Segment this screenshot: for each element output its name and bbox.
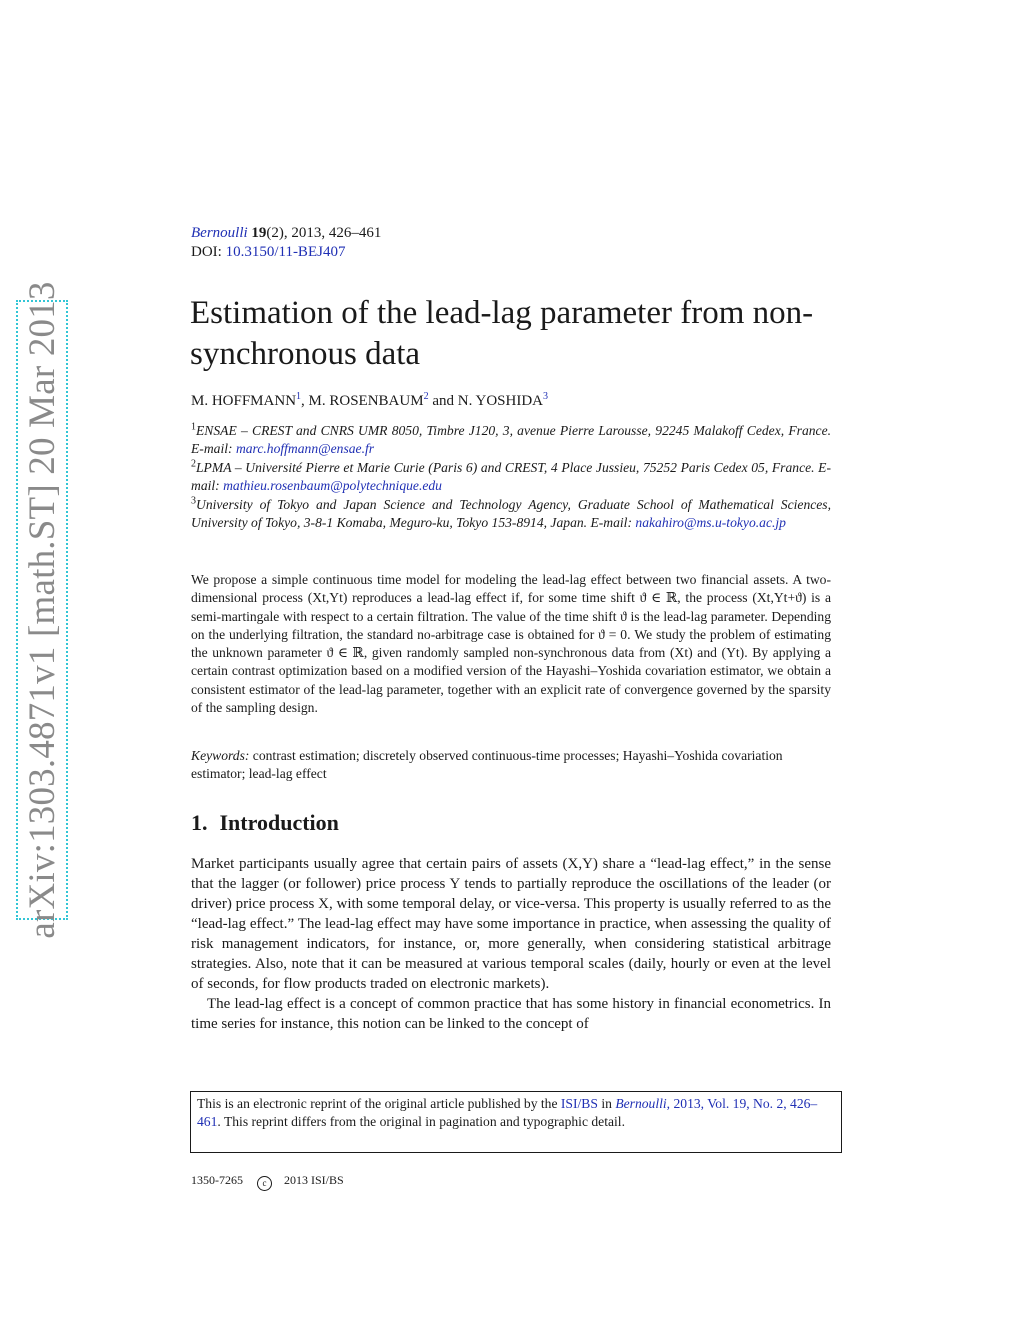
doi-label: DOI: xyxy=(191,244,226,260)
affiliation-entry xyxy=(191,496,831,533)
arxiv-stamp-text: arXiv:1303.4871v1 [math.ST] 20 Mar 2013 xyxy=(16,300,68,920)
journal-reference xyxy=(191,224,381,262)
section-heading xyxy=(191,810,339,836)
affiliation-text: University of Tokyo and Japan Science and Technology Agency, Graduate School of Mathematical Sciences, University of Tokyo, 3-8-1 Komaba, Meguro-ku, Tokyo 153-8914, Japan. E-mail: xyxy=(191,496,831,531)
email-link[interactable]: mathieu.rosenbaum@polytechnique.edu xyxy=(223,478,442,494)
author-affiliation-marker[interactable]: 2 xyxy=(423,391,429,402)
author-affiliation-marker[interactable]: 1 xyxy=(296,391,302,402)
email-link[interactable]: nakahiro@ms.u-tokyo.ac.jp xyxy=(635,515,786,531)
affiliation-text: ENSAE – CREST and CNRS UMR 8050, Timbre J120, 3, avenue Pierre Larousse, 92245 Malakoff Cedex, France. E-mail: xyxy=(191,423,831,457)
journal-issue: (2), 2013, 426–461 xyxy=(266,225,382,241)
copyright-text: 2013 ISI/BS xyxy=(284,1173,344,1187)
affiliation-number: 1 xyxy=(191,421,196,433)
reprint-text: . This reprint differs from the original in pagination and typographic detail. xyxy=(217,1114,625,1130)
author-name: N. YOSHIDA xyxy=(457,393,544,409)
copyright-icon: c xyxy=(257,1176,272,1191)
isi-bs-link[interactable]: ISI/BS xyxy=(560,1096,598,1111)
doi-link[interactable]: 10.3150/11-BEJ407 xyxy=(225,244,346,260)
journal-volume: 19 xyxy=(251,225,267,241)
author-separator: and xyxy=(428,393,458,409)
copyright-line xyxy=(191,1173,344,1191)
keywords xyxy=(191,747,831,784)
keywords-label: Keywords: xyxy=(191,748,250,763)
affiliation-number: 2 xyxy=(191,458,196,470)
reprint-text: in xyxy=(597,1096,616,1111)
email-link[interactable]: marc.hoffmann@ensae.fr xyxy=(235,441,375,457)
author-separator: , xyxy=(301,393,309,409)
author-name: M. HOFFMANN xyxy=(191,393,297,409)
reprint-notice-box xyxy=(190,1091,842,1153)
paper-title: Estimation of the lead-lag parameter from non-synchronous data xyxy=(190,295,814,372)
issn: 1350-7265 xyxy=(191,1173,243,1187)
journal-link[interactable]: Bernoulli xyxy=(615,1096,667,1111)
reprint-text: This is an electronic reprint of the original article published by the xyxy=(197,1096,561,1111)
abstract: We propose a simple continuous time model for modeling the lead-lag effect between two financial assets. A two-dimensional process (Xt,Yt) reproduces a lead-lag effect if, for some time shift ϑ ∈ ℝ, the process (Xt,Yt+ϑ) is a semi-martingale with respect to a certain filtration. The value of the time shift ϑ is the lead-lag parameter. Depending on the underlying filtration, the standard no-arbitrage case is obtained for ϑ = 0. We study the problem of estimating the unknown parameter ϑ ∈ ℝ, given randomly sampled non-synchronous data from (Xt) and (Yt). By applying a certain contrast optimization based on a modified version of the Hayashi–Yoshida covariation estimator, we obtain a consistent estimator of the lead-lag parameter, together with an explicit rate of convergence governed by the sparsity of the sampling design. xyxy=(191,572,831,716)
introduction-body xyxy=(191,854,831,1034)
affiliations xyxy=(191,422,831,532)
arxiv-stamp xyxy=(16,281,68,939)
affiliation-entry xyxy=(191,459,831,496)
body-paragraph: The lead-lag effect is a concept of common practice that has some history in financial econometrics. In time series for instance, this notion can be linked to the concept of xyxy=(191,996,831,1032)
section-number: 1. xyxy=(191,810,208,835)
author-list xyxy=(191,393,548,410)
affiliation-entry xyxy=(191,422,831,459)
author-name: M. ROSENBAUM xyxy=(308,393,424,409)
keywords-text: contrast estimation; discretely observed continuous-time processes; Hayashi–Yoshida covariation estimator; lead-lag effect xyxy=(191,748,783,782)
article-reference-link[interactable]: , 2013, Vol. 19, No. 2, 426–461 xyxy=(197,1096,818,1130)
body-paragraph: Market participants usually agree that certain pairs of assets (X,Y) share a “lead-lag effect,” in the sense that the lagger (or follower) price process Y tends to partially reproduce the oscillations of the leader (or driver) price process X, with some temporal delay, or vice-versa. This property is usually referred to as the “lead-lag effect.” The lead-lag effect may have some importance in practice, when assessing the quality of risk management indicators, for instance, or, more generally, when considering statistical arbitrage strategies. Also, note that it can be measured at various temporal scales (daily, hourly or even at the level of seconds, for flow products traded on electronic markets). xyxy=(191,856,831,992)
affiliation-number: 3 xyxy=(191,495,196,507)
affiliation-text: LPMA – Université Pierre et Marie Curie (Paris 6) and CREST, 4 Place Jussieu, 75252 Paris Cedex 05, France. E-mail: xyxy=(191,459,831,494)
author-affiliation-marker[interactable]: 3 xyxy=(543,391,549,402)
section-title: Introduction xyxy=(219,810,339,835)
journal-name-link[interactable]: Bernoulli xyxy=(191,225,248,241)
